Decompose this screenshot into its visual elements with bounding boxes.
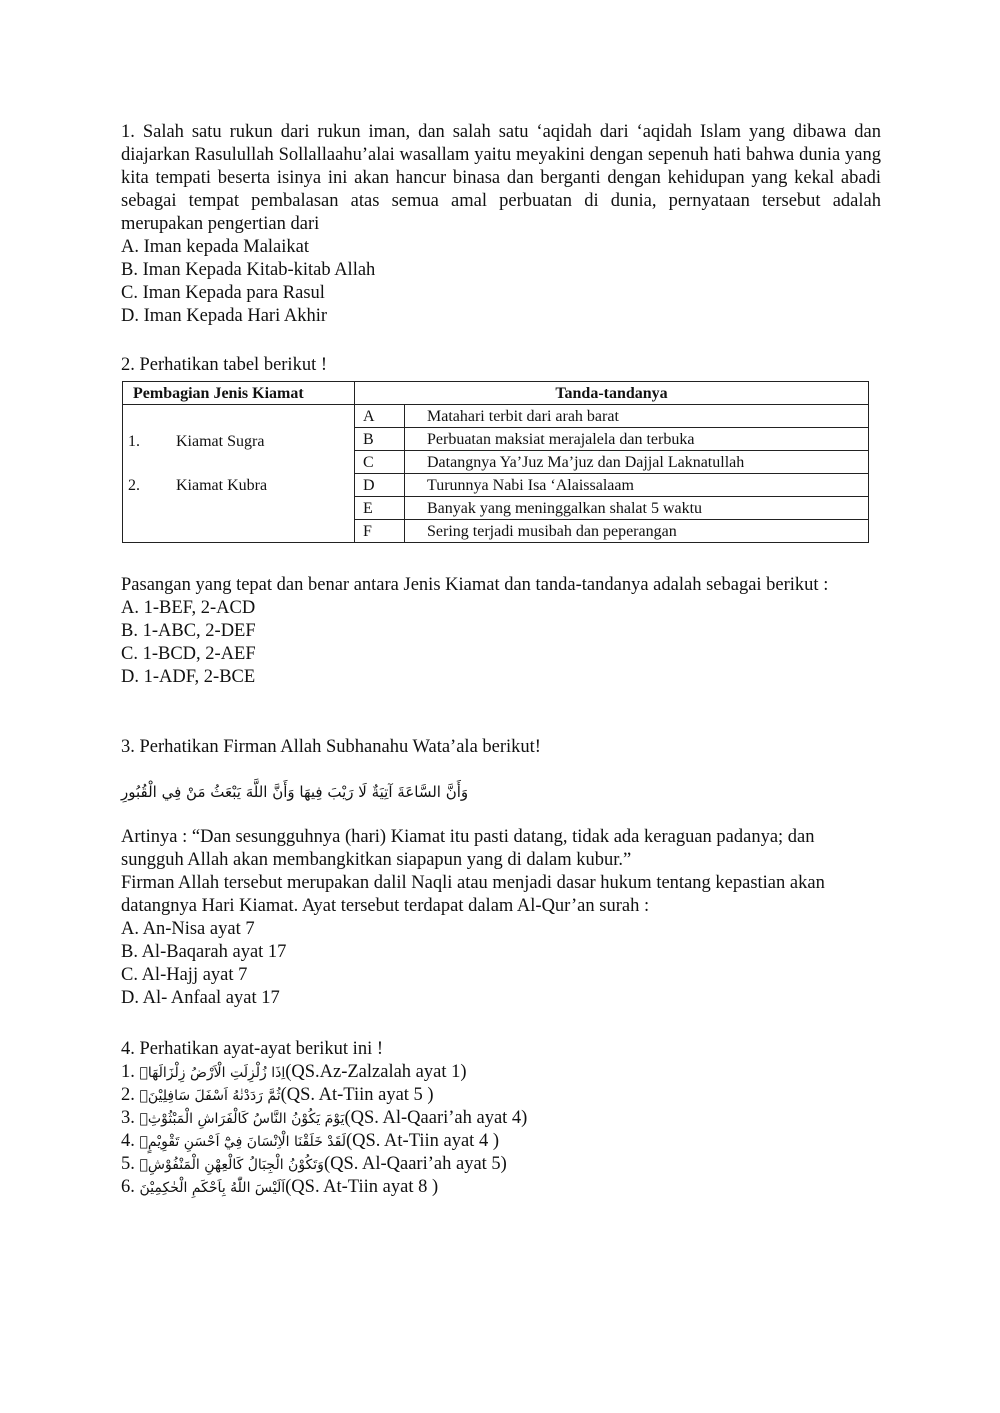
question-2-option-c[interactable]: C. 1-BCD, 2-AEF <box>121 644 256 664</box>
jenis-number: 2. <box>128 477 140 494</box>
ayat-number: 5. <box>121 1154 135 1174</box>
ayat-item <box>121 1061 881 1084</box>
question-2-text: 2. Perhatikan tabel berikut ! <box>121 355 328 375</box>
question-3-option-c[interactable]: C. Al-Hajj ayat 7 <box>121 965 248 985</box>
tanda-text: Matahari terbit dari arah barat <box>405 405 869 428</box>
table-header-tanda: Tanda-tandanya <box>355 382 869 405</box>
question-1-option-c[interactable]: C. Iman Kepada para Rasul <box>121 283 325 303</box>
ayat-number: 2. <box>121 1085 135 1105</box>
ayat-arabic: اِذَا زُلْزِلَتِ الْاَرْضُ زِلْزَالَهَاۙ <box>139 1065 286 1081</box>
ayah-arabic: وَأَنَّ السَّاعَةَ آتِيَةٌ لَا رَيْبَ فِيهَا وَأَنَّ اللَّهَ يَبْعَثُ مَنْ فِي الْقُبُورِ <box>121 783 469 801</box>
question-2-heading <box>121 354 881 377</box>
ayat-number: 1. <box>121 1062 135 1082</box>
ayat-arabic: يَوْمَ يَكُوْنُ النَّاسُ كَالْفَرَاشِ الْمَبْثُوْثِۙ <box>139 1111 345 1127</box>
ayat-item <box>121 1176 881 1199</box>
question-4 <box>121 1038 881 1199</box>
tanda-letter: F <box>355 520 405 543</box>
tanda-text: Banyak yang meninggalkan shalat 5 waktu <box>405 497 869 520</box>
question-1 <box>121 121 881 328</box>
question-2-option-b[interactable]: B. 1-ABC, 2-DEF <box>121 621 256 641</box>
question-1-option-b[interactable]: B. Iman Kepada Kitab-kitab Allah <box>121 260 376 280</box>
question-3-arti: Artinya : “Dan sesungguhnya (hari) Kiamat itu pasti datang, tidak ada keraguan padanya; dan sungguh Allah akan membangkitkan siapapun yang di dalam kubur.” <box>121 827 815 870</box>
question-1-text: 1. Salah satu rukun dari rukun iman, dan salah satu ‘aqidah dari ‘aqidah Islam yang dibawa dan diajarkan Rasulullah Sollallaahu’alai wasallam yaitu meyakini dengan sepenuh hati bahwa dunia yang kita tempati beserta isinya ini akan hancur binasa dan berganti dengan kehidupan yang kekal abadi sebagai tempat pembalasan atas semua amal perbuatan di dunia, pernyataan tersebut adalah merupakan pengertian dari <box>121 122 881 234</box>
question-4-text: 4. Perhatikan ayat-ayat berikut ini ! <box>121 1039 383 1059</box>
question-3-text: 3. Perhatikan Firman Allah Subhanahu Wata’ala berikut! <box>121 737 541 757</box>
table-header-jenis: Pembagian Jenis Kiamat <box>123 382 355 405</box>
jenis-name: Kiamat Sugra <box>176 433 265 450</box>
tanda-letter: B <box>355 428 405 451</box>
kiamat-table <box>122 381 869 543</box>
ayat-number: 4. <box>121 1131 135 1151</box>
jenis-row <box>128 431 349 475</box>
tanda-letter: E <box>355 497 405 520</box>
ayat-arabic: وَتَكُوْنُ الْجِبَالُ كَالْعِهْنِ الْمَنْفُوْشِۗ <box>139 1157 324 1173</box>
ayat-number: 6. <box>121 1177 135 1197</box>
jenis-number: 1. <box>128 433 140 450</box>
jenis-name: Kiamat Kubra <box>176 477 268 494</box>
ayat-item <box>121 1084 881 1107</box>
ayat-item <box>121 1107 881 1130</box>
question-3-option-b[interactable]: B. Al-Baqarah ayat 17 <box>121 942 287 962</box>
ayat-reference: (QS. At-Tiin ayat 5 ) <box>280 1085 434 1105</box>
question-3-explanation: Firman Allah tersebut merupakan dalil Naqli atau menjadi dasar hukum tentang kepastian akan datangnya Hari Kiamat. Ayat tersebut terdapat dalam Al-Qur’an surah : <box>121 873 825 916</box>
ayat-reference: (QS. Al-Qaari’ah ayat 4) <box>344 1108 528 1128</box>
tanda-letter: D <box>355 474 405 497</box>
table-jenis-cell <box>123 405 355 543</box>
tanda-text: Perbuatan maksiat merajalela dan terbuka <box>405 428 869 451</box>
ayat-arabic: ثُمَّ رَدَدْنٰهُ اَسْفَلَ سَافِلِيْنَۙ <box>139 1088 281 1104</box>
ayat-reference: (QS. At-Tiin ayat 4 ) <box>346 1131 499 1151</box>
ayat-reference: (QS. At-Tiin ayat 8 ) <box>285 1177 439 1197</box>
ayat-reference: (QS.Az-Zalzalah ayat 1) <box>285 1062 467 1082</box>
ayat-number: 3. <box>121 1108 135 1128</box>
question-1-option-d[interactable]: D. Iman Kepada Hari Akhir <box>121 306 328 326</box>
question-3-ayah <box>121 777 881 808</box>
tanda-text: Turunnya Nabi Isa ‘Alaissalaam <box>405 474 869 497</box>
tanda-letter: A <box>355 405 405 428</box>
ayat-reference: (QS. Al-Qaari’ah ayat 5) <box>323 1154 507 1174</box>
question-2-option-d[interactable]: D. 1-ADF, 2-BCE <box>121 667 256 687</box>
tanda-text: Datangnya Ya’Juz Ma’juz dan Dajjal Laknatullah <box>405 451 869 474</box>
question-2-body <box>121 574 881 689</box>
ayat-arabic: اَلَيْسَ اللّٰهُ بِاَحْكَمِ الْحٰكِمِيْنَ <box>139 1180 286 1196</box>
question-3 <box>121 736 881 1010</box>
question-2-prompt: Pasangan yang tepat dan benar antara Jenis Kiamat dan tanda-tandanya adalah sebagai berikut : <box>121 575 829 595</box>
ayat-item <box>121 1130 881 1153</box>
tanda-text: Sering terjadi musibah dan peperangan <box>405 520 869 543</box>
question-1-option-a[interactable]: A. Iman kepada Malaikat <box>121 237 310 257</box>
jenis-row <box>128 475 349 519</box>
ayat-arabic: لَقَدْ خَلَقْنَا الْاِنْسَانَ فِيْٓ اَحْسَنِ تَقْوِيْمٍۖ <box>139 1134 346 1150</box>
question-3-option-a[interactable]: A. An-Nisa ayat 7 <box>121 919 255 939</box>
tanda-letter: C <box>355 451 405 474</box>
question-3-option-d[interactable]: D. Al- Anfaal ayat 17 <box>121 988 280 1008</box>
ayat-item <box>121 1153 881 1176</box>
question-2-option-a[interactable]: A. 1-BEF, 2-ACD <box>121 598 256 618</box>
